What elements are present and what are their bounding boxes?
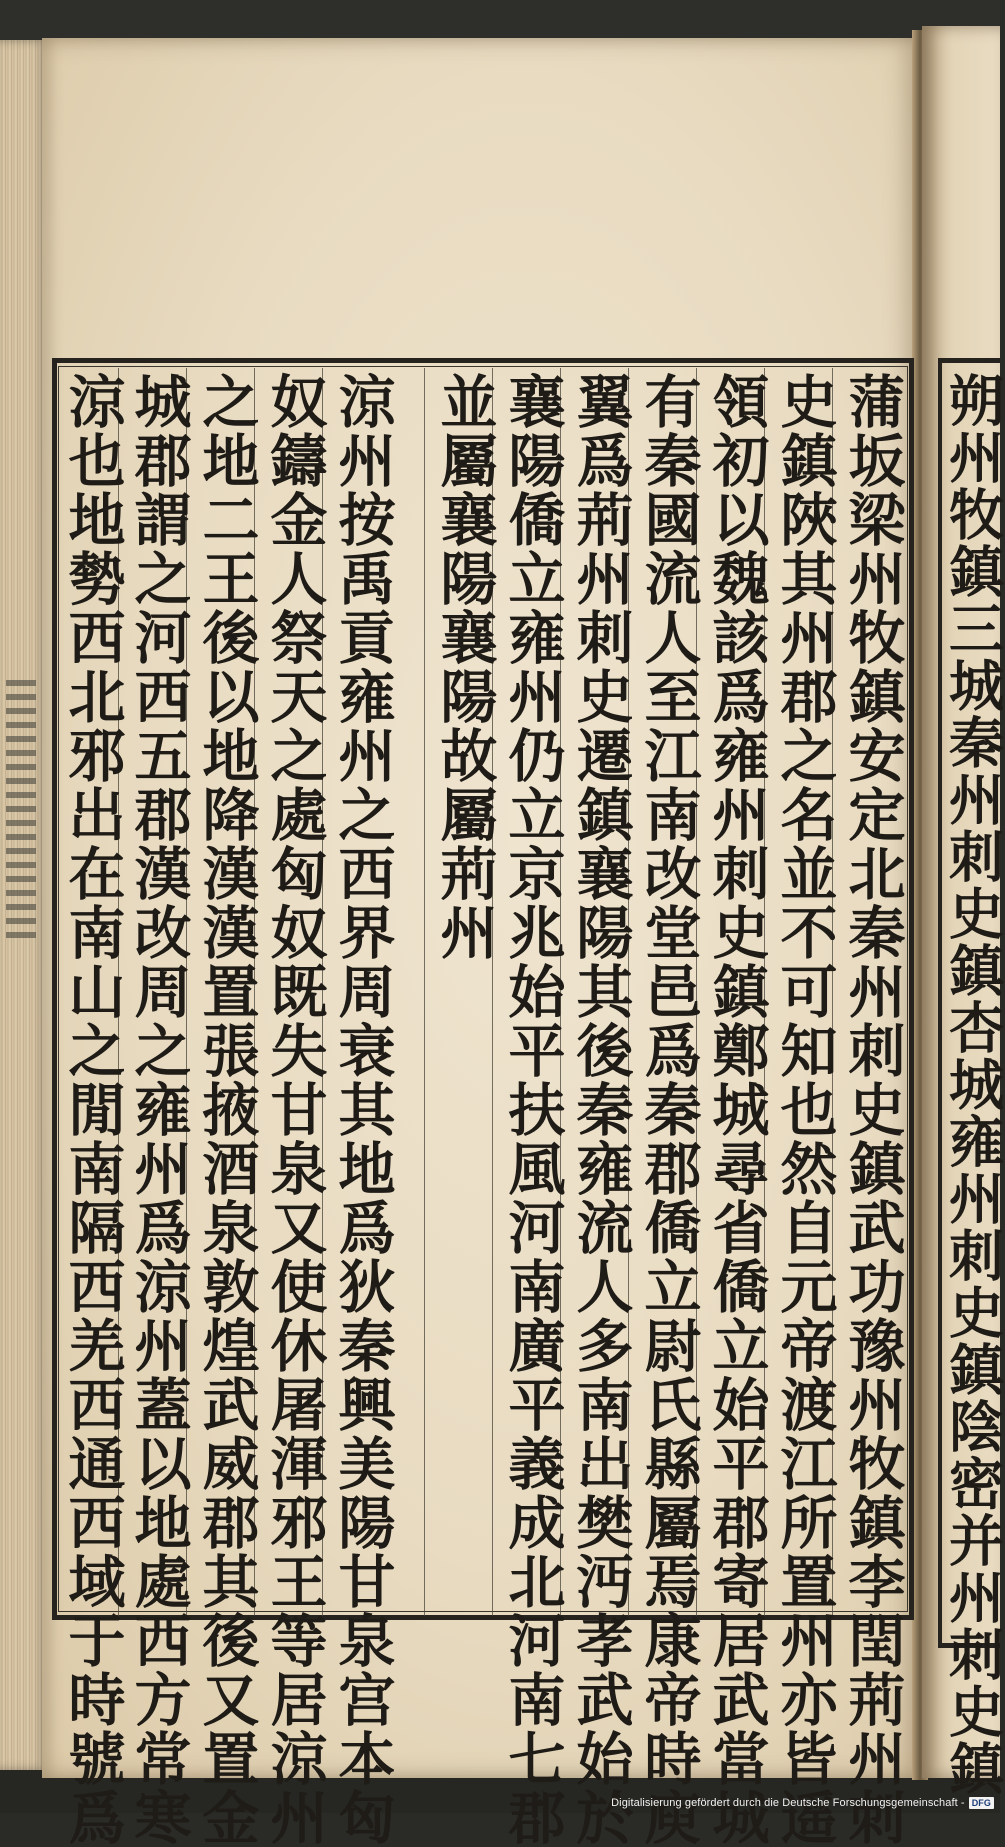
edge-mark xyxy=(6,680,36,940)
text-column-3: 領初以魏該爲雍州刺史鎮鄭城尋省僑立始平郡寄居武當城 xyxy=(703,372,770,1847)
text-column-10: 之地二王後以地降漢漢置張掖酒泉敦煌武威郡其後又置金 xyxy=(193,372,260,1847)
book-page-edges xyxy=(0,40,48,1770)
text-column-5: 翼爲荊州刺史遷鎮襄陽其後秦雍流人多南出樊沔孝武始於 xyxy=(567,372,634,1847)
text-column-11: 城郡謂之河西五郡漢改周之雍州爲涼州蓋以地處西方常寒 xyxy=(125,372,192,1847)
digitization-credit-text: Digitalisierung gefördert durch die Deutsche Forschungsgemeinschaft - xyxy=(611,1797,965,1809)
digitization-credit xyxy=(611,1797,994,1809)
right-page-text-column: 朔州牧鎮三城秦州刺史鎮杏城雍州刺史鎮陰密并州刺史鎮 xyxy=(940,372,1005,1797)
text-column-2: 史鎮陜其州郡之名並不可知也然自元帝渡江所置州亦皆遥 xyxy=(771,372,838,1847)
dfg-logo: DFG xyxy=(969,1797,994,1809)
text-column-7: 並屬襄陽襄陽故屬荊州 xyxy=(431,372,498,962)
text-column-12: 涼也地勢西北邪出在南山之閒南隔西羌西通西域于時號爲 xyxy=(59,372,126,1847)
text-column-1: 蒲坂梁州牧鎮安定北秦州刺史鎮武功豫州牧鎮李閏荊州刺 xyxy=(839,372,906,1847)
text-column-6: 襄陽僑立雍州仍立京兆始平扶風河南廣平義成北河南七郡 xyxy=(499,372,566,1847)
text-column-9: 奴鑄金人祭天之處匈奴既失甘泉又使休屠渾邪王等居涼州 xyxy=(261,372,328,1847)
text-column-4: 有秦國流人至江南改堂邑爲秦郡僑立尉氏縣屬焉康帝時庾 xyxy=(635,372,702,1847)
column-rule xyxy=(424,368,425,1616)
text-column-8: 涼州按禹貢雍州之西界周衰其地爲狄秦興美陽甘泉宫本匈 xyxy=(329,372,396,1847)
